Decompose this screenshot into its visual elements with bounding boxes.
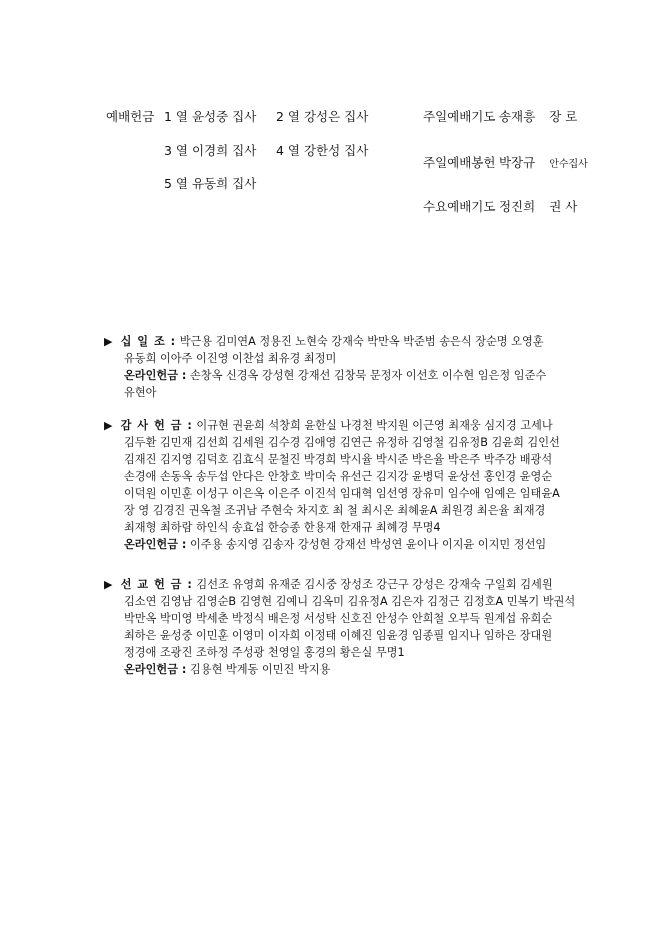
name-list: 이규현 권윤희 석창희 윤한실 나경천 박지원 이근영 최재웅 심지경 고세나 [196, 419, 553, 432]
list-item [104, 536, 574, 553]
list-item: 이덕원 이민훈 이성구 이은옥 이은주 이진석 임대혁 임선영 장유미 임수애 임예은 임태윤A [124, 487, 560, 500]
leader-role: 주일예배기도 [423, 109, 496, 124]
list-item [104, 661, 574, 678]
offering-cell: 2 열 강성은 집사 [276, 109, 369, 124]
arrow-bullet-icon: ▶ [104, 419, 113, 432]
online-label: 온라인헌금 : [124, 369, 187, 382]
arrow-bullet-icon: ▶ [104, 578, 113, 591]
offering-cell: 5 열 유동희 집사 [164, 176, 257, 191]
leader-wednesday-prayer [423, 197, 577, 215]
leader-title: 안수집사 [549, 159, 588, 170]
offering-row [164, 107, 368, 125]
list-item [104, 417, 574, 434]
name-list: 손창옥 신경옥 강성현 강재선 김창묵 문정자 이선호 이수현 임은정 임준수 [189, 369, 547, 382]
list-item: 최하은 윤성중 이민훈 이영미 이자희 이정태 이혜진 임윤경 임종필 임지나 임하은 장대원 [124, 629, 553, 642]
tithe-section [104, 333, 574, 401]
name-list: 이주용 송지영 김송자 강성현 강재선 박성연 윤이나 이지윤 이지민 정선임 [189, 538, 547, 551]
leader-title: 권 사 [549, 199, 578, 214]
list-item: 김재진 김지영 김덕호 김효식 문철진 박경희 박시율 박시준 박은율 박은주 박주강 배광석 [124, 453, 553, 466]
arrow-bullet-icon: ▶ [104, 335, 113, 348]
online-label: 온라인헌금 : [124, 538, 187, 551]
list-item [104, 367, 574, 384]
online-label: 온라인헌금 : [124, 663, 187, 676]
list-item [104, 576, 574, 593]
section-heading: 감 사 헌 금 : [120, 419, 193, 432]
thanksgiving-section [104, 417, 574, 553]
offering-row [164, 141, 368, 159]
offering-label: 예배헌금 [106, 109, 155, 124]
leader-title: 장 로 [549, 109, 578, 124]
list-item: 손경애 손동옥 송두섭 안다은 안창호 박미숙 유선근 김지강 윤병덕 윤상선 홍인경 윤영순 [124, 470, 553, 483]
list-item: 최재형 최하람 하인식 송효섭 한승종 한용재 한재규 최혜경 무명4 [124, 521, 441, 534]
list-item [104, 333, 574, 350]
leader-name: 박장규 [498, 155, 536, 170]
offering-cell: 1 열 윤성중 집사 [164, 109, 257, 124]
mission-section [104, 576, 574, 678]
leader-role: 주일예배봉헌 [423, 155, 496, 170]
offering-cell: 3 열 이경희 집사 [164, 143, 257, 158]
leader-sunday-prayer [423, 107, 577, 125]
section-heading: 십 일 조 : [120, 335, 177, 348]
leader-sunday-offering [423, 153, 588, 171]
name-list: 김선조 유영희 유재준 김시중 장성조 강근구 강성은 강재숙 구일회 김세원 [196, 578, 553, 591]
list-item: 박만옥 박미영 박세춘 박정식 배은정 서성탁 신호진 안성수 안희철 오부득 원계섭 유희순 [124, 612, 553, 625]
offering-row [164, 174, 276, 192]
leader-role: 수요예배기도 [423, 199, 496, 214]
list-item: 김소연 김영남 김영순B 김영현 김예니 김옥미 김유정A 김은자 김정근 김정호A 민복기 박권석 [124, 595, 576, 608]
list-item: 유동희 이아주 이진영 이찬섭 최유경 최정미 [124, 352, 337, 365]
section-heading: 선 교 헌 금 : [120, 578, 193, 591]
offering-cell: 4 열 강한성 집사 [276, 143, 369, 158]
leader-name: 송재흥 [498, 109, 536, 124]
name-list: 박근용 김미연A 정용진 노현숙 강재숙 박만옥 박준범 송은식 장순명 오영훈 [179, 335, 544, 348]
list-item: 유현아 [124, 386, 157, 399]
list-item: 김두환 김민재 김선희 김세원 김수경 김애영 김연근 유정하 김영철 김유정B 김윤희 김인선 [124, 436, 560, 449]
list-item: 정경애 조광진 조하정 주성광 천영일 홍경의 황은실 무명1 [124, 646, 405, 659]
name-list: 김용현 박계동 이민진 박지용 [189, 663, 331, 676]
list-item: 장 영 김경진 권옥철 조귀남 주현숙 차지호 최 철 최시온 최혜윤A 최원경 최은율 최재경 [124, 504, 546, 517]
leader-name: 정진희 [498, 199, 536, 214]
